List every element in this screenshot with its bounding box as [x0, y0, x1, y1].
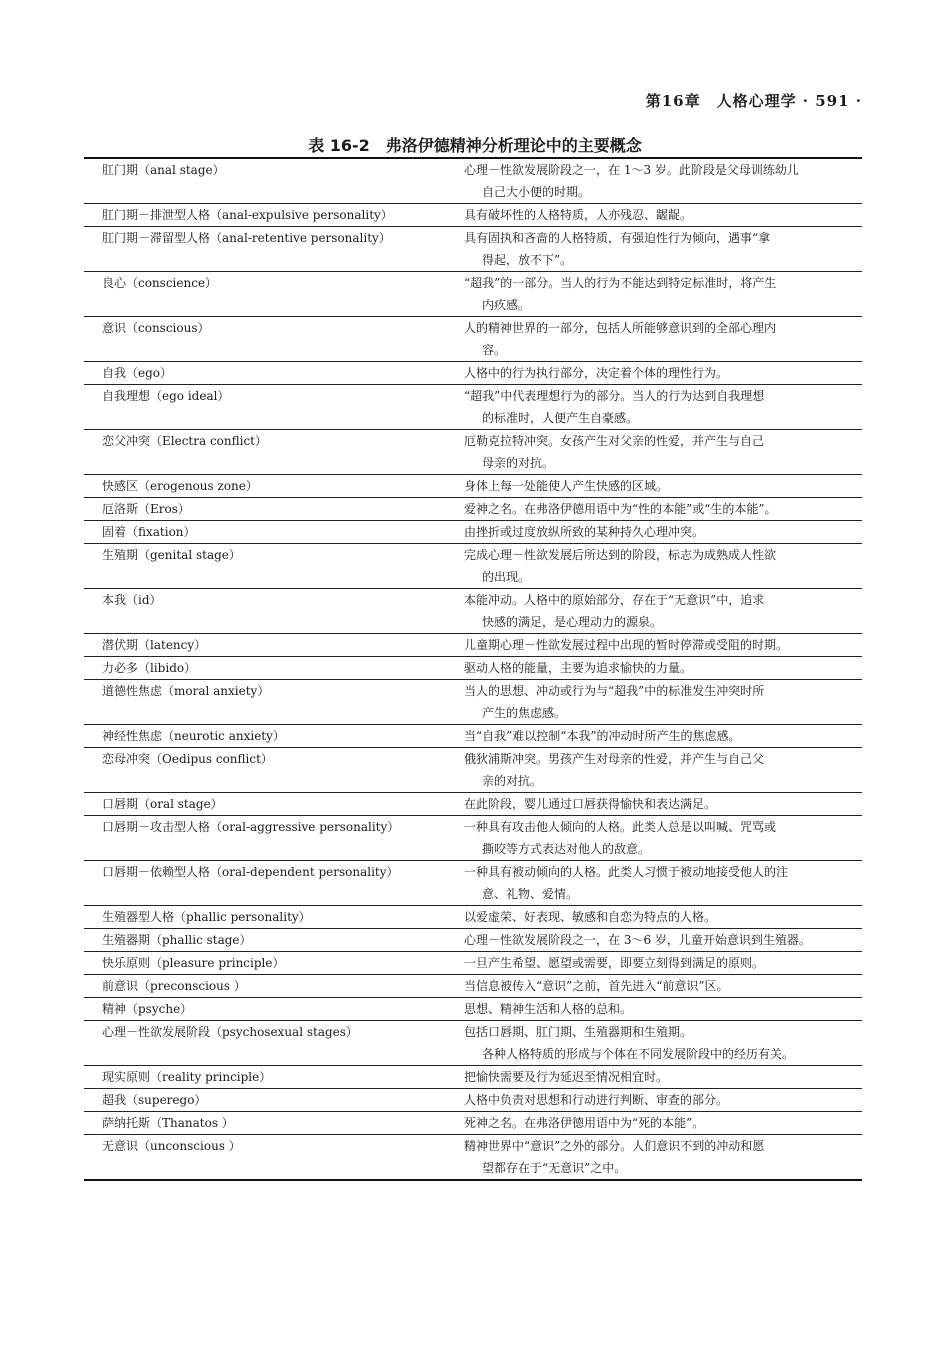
definition-cell	[446, 952, 862, 975]
table-row	[84, 362, 862, 385]
table-row	[84, 725, 862, 748]
definition-line: 厄勒克拉特冲突。女孩产生对父亲的性爱，并产生与自己	[464, 434, 765, 448]
definition-cell	[446, 362, 862, 385]
definition-cell	[446, 498, 862, 521]
term-cell: 肛门期－滞留型人格（anal-retentive personality）	[84, 227, 446, 272]
term-cell: 前意识（preconscious ）	[84, 975, 446, 998]
table-row	[84, 1021, 862, 1066]
definition-line: 容。	[482, 343, 507, 357]
table-row	[84, 204, 862, 227]
definition-line: 各种人格特质的形成与个体在不同发展阶段中的经历有关。	[482, 1047, 795, 1061]
definition-line: 爱神之名。在弗洛伊德用语中为“性的本能”或“生的本能”。	[464, 502, 777, 516]
table-row	[84, 680, 862, 725]
table-title: 表 16-2 弗洛伊德精神分析理论中的主要概念	[308, 136, 642, 155]
definition-line: 当信息被传入“意识”之前，首先进入“前意识”区。	[464, 979, 729, 993]
definition-cell	[446, 793, 862, 816]
term-cell: 快感区（erogenous zone）	[84, 475, 446, 498]
table-row	[84, 975, 862, 998]
definition-line: 具有破坏性的人格特质，人亦残忍、龌龊。	[464, 208, 693, 222]
definition-line: 的出现。	[482, 570, 531, 584]
definition-line: 人格中负责对思想和行动进行判断、审查的部分。	[464, 1093, 729, 1107]
term-cell: 口唇期－攻击型人格（oral-aggressive personality）	[84, 816, 446, 861]
definition-cell	[446, 906, 862, 929]
table-row	[84, 998, 862, 1021]
definition-cell	[446, 998, 862, 1021]
definition-line: 完成心理－性欲发展后所达到的阶段，标志为成熟成人性欲	[464, 548, 777, 562]
table-row	[84, 521, 862, 544]
table-row	[84, 657, 862, 680]
definition-line: 当人的思想、冲动或行为与“超我”中的标准发生冲突时所	[464, 684, 765, 698]
term-cell: 恋父冲突（Electra conflict）	[84, 430, 446, 475]
table-row	[84, 317, 862, 362]
term-cell: 厄洛斯（Eros）	[84, 498, 446, 521]
definition-line: 思想、精神生活和人格的总和。	[464, 1002, 633, 1016]
definition-line: 当“自我”难以控制“本我”的冲动时所产生的焦虑感。	[464, 729, 741, 743]
definition-line: 死神之名。在弗洛伊德用语中为“死的本能”。	[464, 1116, 705, 1130]
term-cell: 固着（fixation）	[84, 521, 446, 544]
table-row	[84, 906, 862, 929]
definition-line: 意、礼物、爱情。	[482, 887, 579, 901]
table-row	[84, 498, 862, 521]
table-row	[84, 929, 862, 952]
definition-line: 的标准时，人便产生自豪感。	[482, 411, 639, 425]
definition-cell	[446, 317, 862, 362]
table-row	[84, 861, 862, 906]
definition-cell	[446, 816, 862, 861]
term-cell: 生殖期（genital stage）	[84, 544, 446, 589]
term-cell: 自我理想（ego ideal）	[84, 385, 446, 430]
table-row	[84, 816, 862, 861]
term-cell: 口唇期－依赖型人格（oral-dependent personality）	[84, 861, 446, 906]
definition-line: “超我”的一部分。当人的行为不能达到特定标准时，将产生	[464, 276, 777, 290]
term-cell: 口唇期（oral stage）	[84, 793, 446, 816]
definition-line: 把愉快需要及行为延迟至情况相宜时。	[464, 1070, 669, 1084]
definition-line: 人的精神世界的一部分，包括人所能够意识到的全部心理内	[464, 321, 777, 335]
term-cell: 良心（conscience）	[84, 272, 446, 317]
definition-cell	[446, 521, 862, 544]
table-row	[84, 544, 862, 589]
definition-line: 儿童期心理－性欲发展过程中出现的暂时停滞或受阻的时期。	[464, 638, 789, 652]
definition-line: 驱动人格的能量，主要为追求愉快的力量。	[464, 661, 693, 675]
term-cell: 快乐原则（pleasure principle）	[84, 952, 446, 975]
definition-line: 母亲的对抗。	[482, 456, 555, 470]
definition-line: 在此阶段，婴儿通过口唇获得愉快和表达满足。	[464, 797, 717, 811]
table-row	[84, 589, 862, 634]
table-row	[84, 634, 862, 657]
term-cell: 生殖器期（phallic stage）	[84, 929, 446, 952]
definition-cell	[446, 227, 862, 272]
table-row	[84, 1135, 862, 1181]
definition-cell	[446, 272, 862, 317]
definition-line: 撕咬等方式表达对他人的敌意。	[482, 842, 651, 856]
term-cell: 心理－性欲发展阶段（psychosexual stages）	[84, 1021, 446, 1066]
definition-line: 具有固执和吝啬的人格特质，有强迫性行为倾向，遇事“拿	[464, 231, 771, 245]
definition-cell	[446, 861, 862, 906]
definition-line: 精神世界中“意识”之外的部分。人们意识不到的冲动和愿	[464, 1139, 765, 1153]
definition-line: 人格中的行为执行部分，决定着个体的理性行为。	[464, 366, 729, 380]
table-row	[84, 475, 862, 498]
definition-line: 产生的焦虑感。	[482, 706, 567, 720]
term-cell: 萨纳托斯（Thanatos ）	[84, 1112, 446, 1135]
definition-cell	[446, 1021, 862, 1066]
table-row	[84, 1112, 862, 1135]
table-row	[84, 793, 862, 816]
definition-line: 本能冲动。人格中的原始部分，存在于“无意识”中，追求	[464, 593, 765, 607]
definition-line: 心理－性欲发展阶段之一，在 3～6 岁，儿童开始意识到生殖器。	[464, 933, 811, 947]
table-row	[84, 227, 862, 272]
term-cell: 意识（conscious）	[84, 317, 446, 362]
definition-cell	[446, 204, 862, 227]
table-row	[84, 1089, 862, 1112]
table-row	[84, 272, 862, 317]
definition-line: “超我”中代表理想行为的部分。当人的行为达到自我理想	[464, 389, 765, 403]
definition-line: 内疚感。	[482, 298, 531, 312]
page-running-header: 第16章 人格心理学 · 591 ·	[645, 92, 862, 110]
concept-table	[84, 157, 862, 1181]
definition-cell	[446, 725, 862, 748]
definition-line: 包括口唇期、肛门期、生殖器期和生殖期。	[464, 1025, 693, 1039]
definition-cell	[446, 748, 862, 793]
definition-cell	[446, 680, 862, 725]
definition-line: 自己大小便的时期。	[482, 185, 591, 199]
definition-cell	[446, 657, 862, 680]
term-cell: 生殖器型人格（phallic personality）	[84, 906, 446, 929]
definition-line: 快感的满足，是心理动力的源泉。	[482, 615, 663, 629]
definition-line: 由挫折或过度放纵所致的某种持久心理冲突。	[464, 525, 705, 539]
definition-cell	[446, 544, 862, 589]
definition-line: 以爱虚荣、好表现、敏感和自恋为特点的人格。	[464, 910, 717, 924]
term-cell: 神经性焦虑（neurotic anxiety）	[84, 725, 446, 748]
definition-cell	[446, 385, 862, 430]
definition-line: 俄狄浦斯冲突。男孩产生对母亲的性爱，并产生与自己父	[464, 752, 765, 766]
definition-cell	[446, 1135, 862, 1181]
term-cell: 本我（id）	[84, 589, 446, 634]
definition-line: 一种具有攻击他人倾向的人格。此类人总是以叫喊、咒骂或	[464, 820, 777, 834]
term-cell: 肛门期（anal stage）	[84, 158, 446, 204]
definition-cell	[446, 1066, 862, 1089]
term-cell: 超我（superego）	[84, 1089, 446, 1112]
definition-cell	[446, 929, 862, 952]
table-row	[84, 430, 862, 475]
table-row	[84, 952, 862, 975]
definition-cell	[446, 1112, 862, 1135]
definition-line: 亲的对抗。	[482, 774, 543, 788]
definition-line: 得起，放不下”。	[482, 253, 573, 267]
term-cell: 自我（ego）	[84, 362, 446, 385]
definition-cell	[446, 975, 862, 998]
definition-cell	[446, 158, 862, 204]
definition-line: 一种具有被动倾向的人格。此类人习惯于被动地接受他人的注	[464, 865, 789, 879]
term-cell: 无意识（unconscious ）	[102, 1139, 241, 1153]
table-row	[84, 158, 862, 204]
definition-cell	[446, 634, 862, 657]
term-cell: 力必多（libido）	[84, 657, 446, 680]
term-cell: 肛门期－排泄型人格（anal-expulsive personality）	[84, 204, 446, 227]
definition-cell	[446, 475, 862, 498]
term-cell: 恋母冲突（Oedipus conflict）	[84, 748, 446, 793]
term-cell: 潜伏期（latency）	[84, 634, 446, 657]
definition-cell	[446, 430, 862, 475]
definition-line: 身体上每一处能使人产生快感的区域。	[464, 479, 669, 493]
table-row	[84, 748, 862, 793]
table-row	[84, 385, 862, 430]
term-cell: 精神（psyche）	[84, 998, 446, 1021]
definition-line: 心理－性欲发展阶段之一，在 1～3 岁。此阶段是父母训练幼儿	[464, 163, 799, 177]
term-cell: 道德性焦虑（moral anxiety）	[84, 680, 446, 725]
term-cell: 现实原则（reality principle）	[84, 1066, 446, 1089]
table-row	[84, 1066, 862, 1089]
definition-line: 望都存在于“无意识”之中。	[482, 1161, 627, 1175]
definition-line: 一旦产生希望、愿望或需要，即要立刻得到满足的原则。	[464, 956, 765, 970]
definition-cell	[446, 589, 862, 634]
definition-cell	[446, 1089, 862, 1112]
